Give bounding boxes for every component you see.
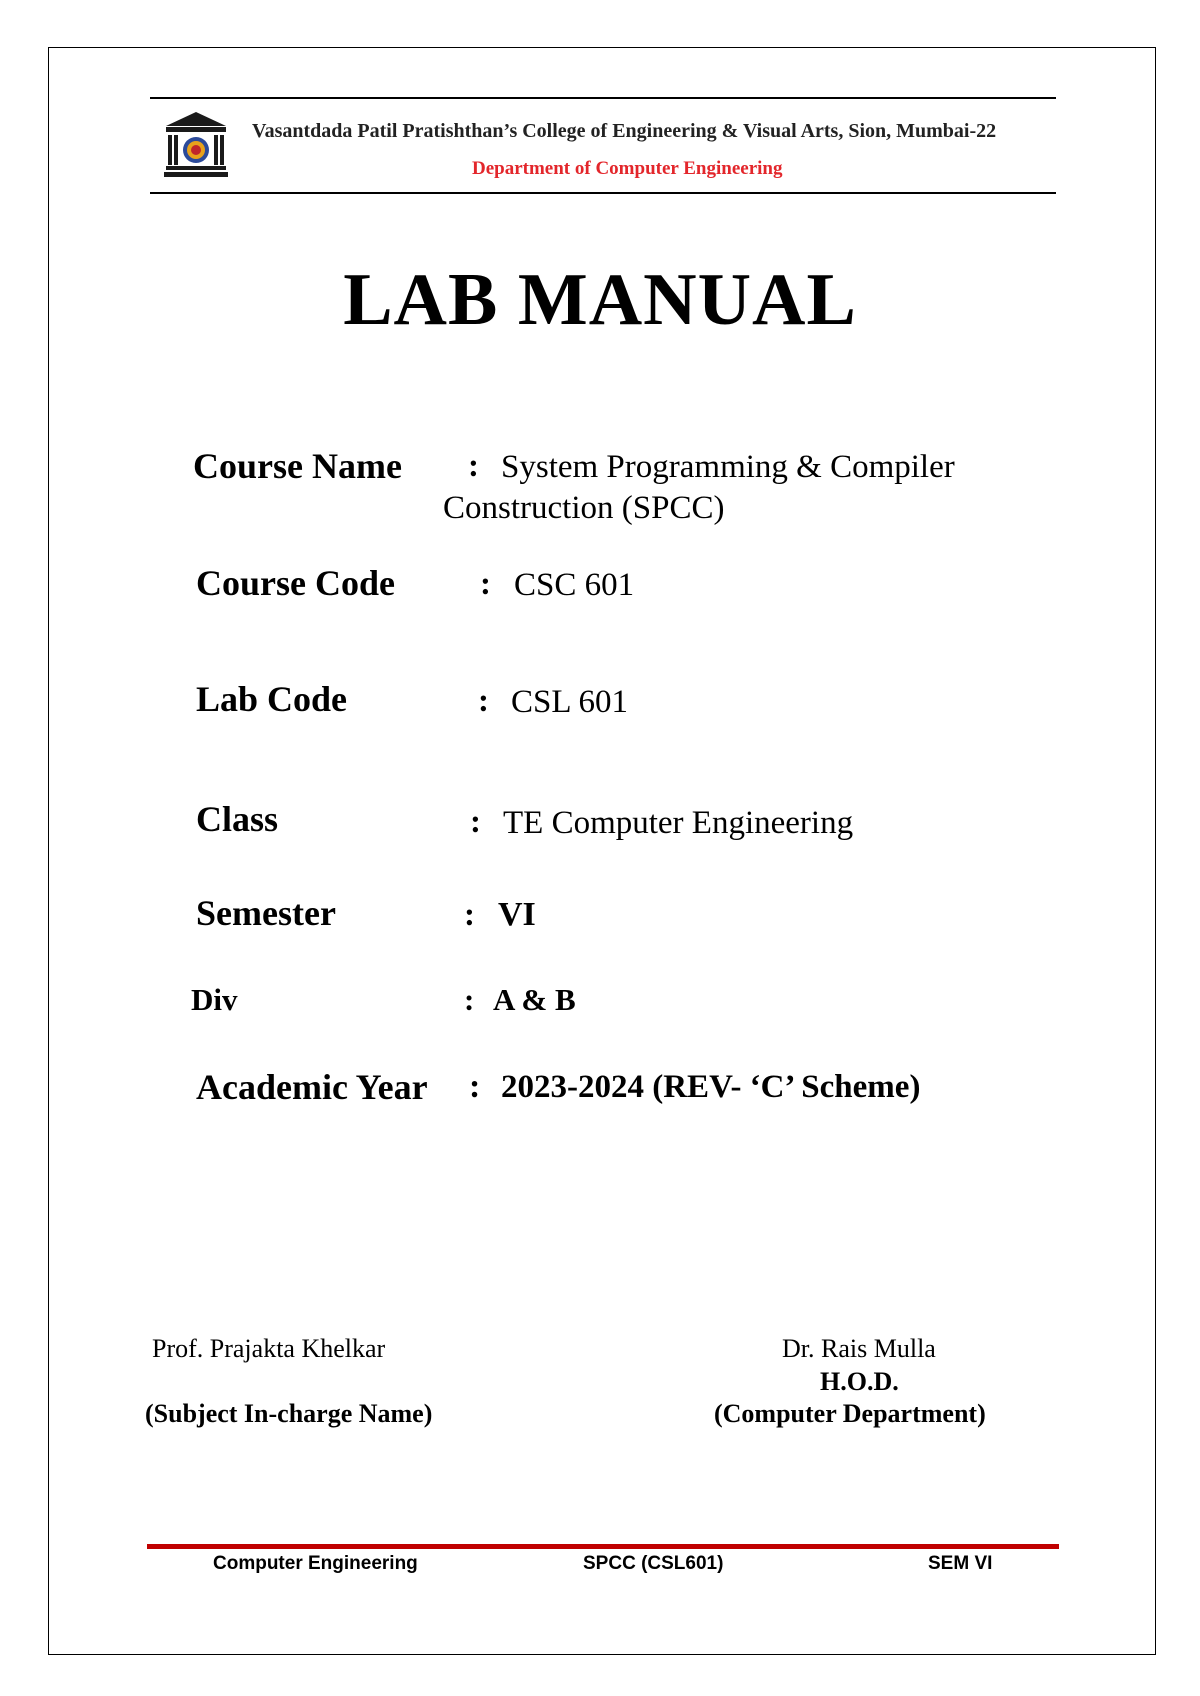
div-value: A & B <box>493 982 576 1017</box>
div-label: Div <box>191 982 238 1017</box>
hod-name: Dr. Rais Mulla <box>782 1334 936 1363</box>
lab-code-value: CSL 601 <box>511 684 629 720</box>
class-label: Class <box>196 799 279 839</box>
subject-incharge-name: Prof. Prajakta Khelkar <box>152 1334 386 1363</box>
college-logo <box>160 110 232 182</box>
course-code-label: Course Code <box>196 563 395 603</box>
header-top-rule <box>150 97 1056 99</box>
course-name-colon: : <box>468 448 479 484</box>
course-code-colon: : <box>480 566 491 602</box>
college-name: Vasantdada Patil Pratishthan’s College of Engineering & Visual Arts, Sion, Mumbai-22 <box>252 120 997 142</box>
hod-title: H.O.D. <box>820 1367 899 1396</box>
class-colon: : <box>470 804 481 840</box>
lab-code-label: Lab Code <box>196 679 348 719</box>
semester-label: Semester <box>196 893 336 933</box>
department-name: Department of Computer Engineering <box>472 158 783 179</box>
academic-year-value: 2023-2024 (REV- ‘C’ Scheme) <box>501 1069 921 1105</box>
header-bottom-rule <box>150 192 1056 194</box>
document-title: LAB MANUAL <box>343 259 857 341</box>
course-code-value: CSC 601 <box>514 567 635 603</box>
semester-colon: : <box>464 897 475 933</box>
semester-value: VI <box>498 896 536 933</box>
footer-rule <box>147 1544 1059 1549</box>
footer-course-code: SPCC (CSL601) <box>583 1553 724 1574</box>
academic-year-colon: : <box>469 1068 481 1105</box>
footer-department: Computer Engineering <box>213 1553 418 1574</box>
academic-year-label: Academic Year <box>196 1067 428 1107</box>
hod-role: (Computer Department) <box>714 1399 986 1428</box>
course-name-value-line2: Construction (SPCC) <box>443 490 725 526</box>
class-value: TE Computer Engineering <box>503 805 854 841</box>
lab-code-colon: : <box>478 683 489 719</box>
footer-semester: SEM VI <box>928 1553 993 1574</box>
course-name-value-line1: System Programming & Compiler <box>501 449 955 485</box>
subject-incharge-role: (Subject In-charge Name) <box>145 1399 433 1428</box>
div-colon: : <box>464 982 475 1017</box>
course-name-label: Course Name <box>193 446 402 486</box>
